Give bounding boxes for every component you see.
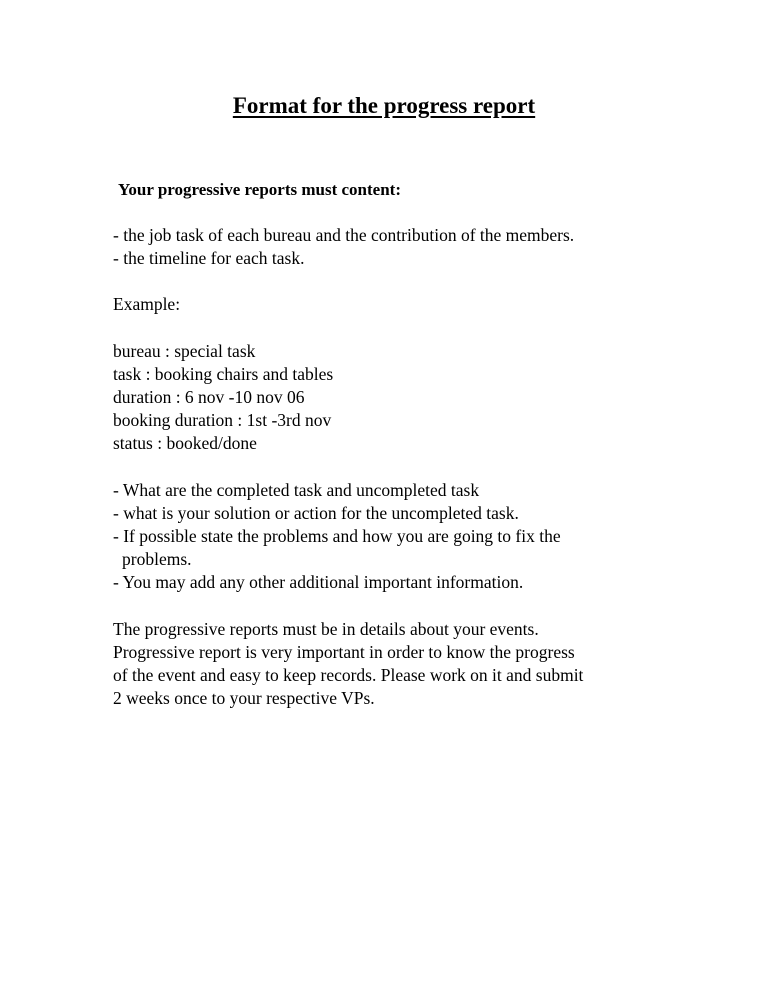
- question-line: problems.: [122, 549, 192, 569]
- section-heading: Your progressive reports must content:: [118, 180, 401, 199]
- page-title: Format for the progress report: [232, 93, 536, 118]
- example-line: bureau : special task: [113, 341, 256, 361]
- requirement-line: - the timeline for each task.: [113, 248, 305, 268]
- question-line: - what is your solution or action for the uncompleted task.: [113, 503, 519, 523]
- question-line: - If possible state the problems and how you are going to fix the: [113, 526, 561, 546]
- example-label: Example:: [113, 294, 181, 314]
- closing-line: The progressive reports must be in details about your events.: [113, 619, 539, 639]
- example-line: status : booked/done: [113, 433, 257, 453]
- example-line: task : booking chairs and tables: [113, 364, 334, 384]
- question-line: - You may add any other additional important information.: [113, 572, 524, 592]
- closing-line: Progressive report is very important in order to know the progress: [113, 642, 575, 662]
- example-line: booking duration : 1st -3rd nov: [113, 410, 332, 430]
- closing-line: 2 weeks once to your respective VPs.: [113, 688, 375, 708]
- closing-line: of the event and easy to keep records. Please work on it and submit: [113, 665, 584, 685]
- requirement-line: - the job task of each bureau and the contribution of the members.: [113, 225, 575, 245]
- example-line: duration : 6 nov -10 nov 06: [113, 387, 305, 407]
- question-line: - What are the completed task and uncompleted task: [113, 480, 480, 500]
